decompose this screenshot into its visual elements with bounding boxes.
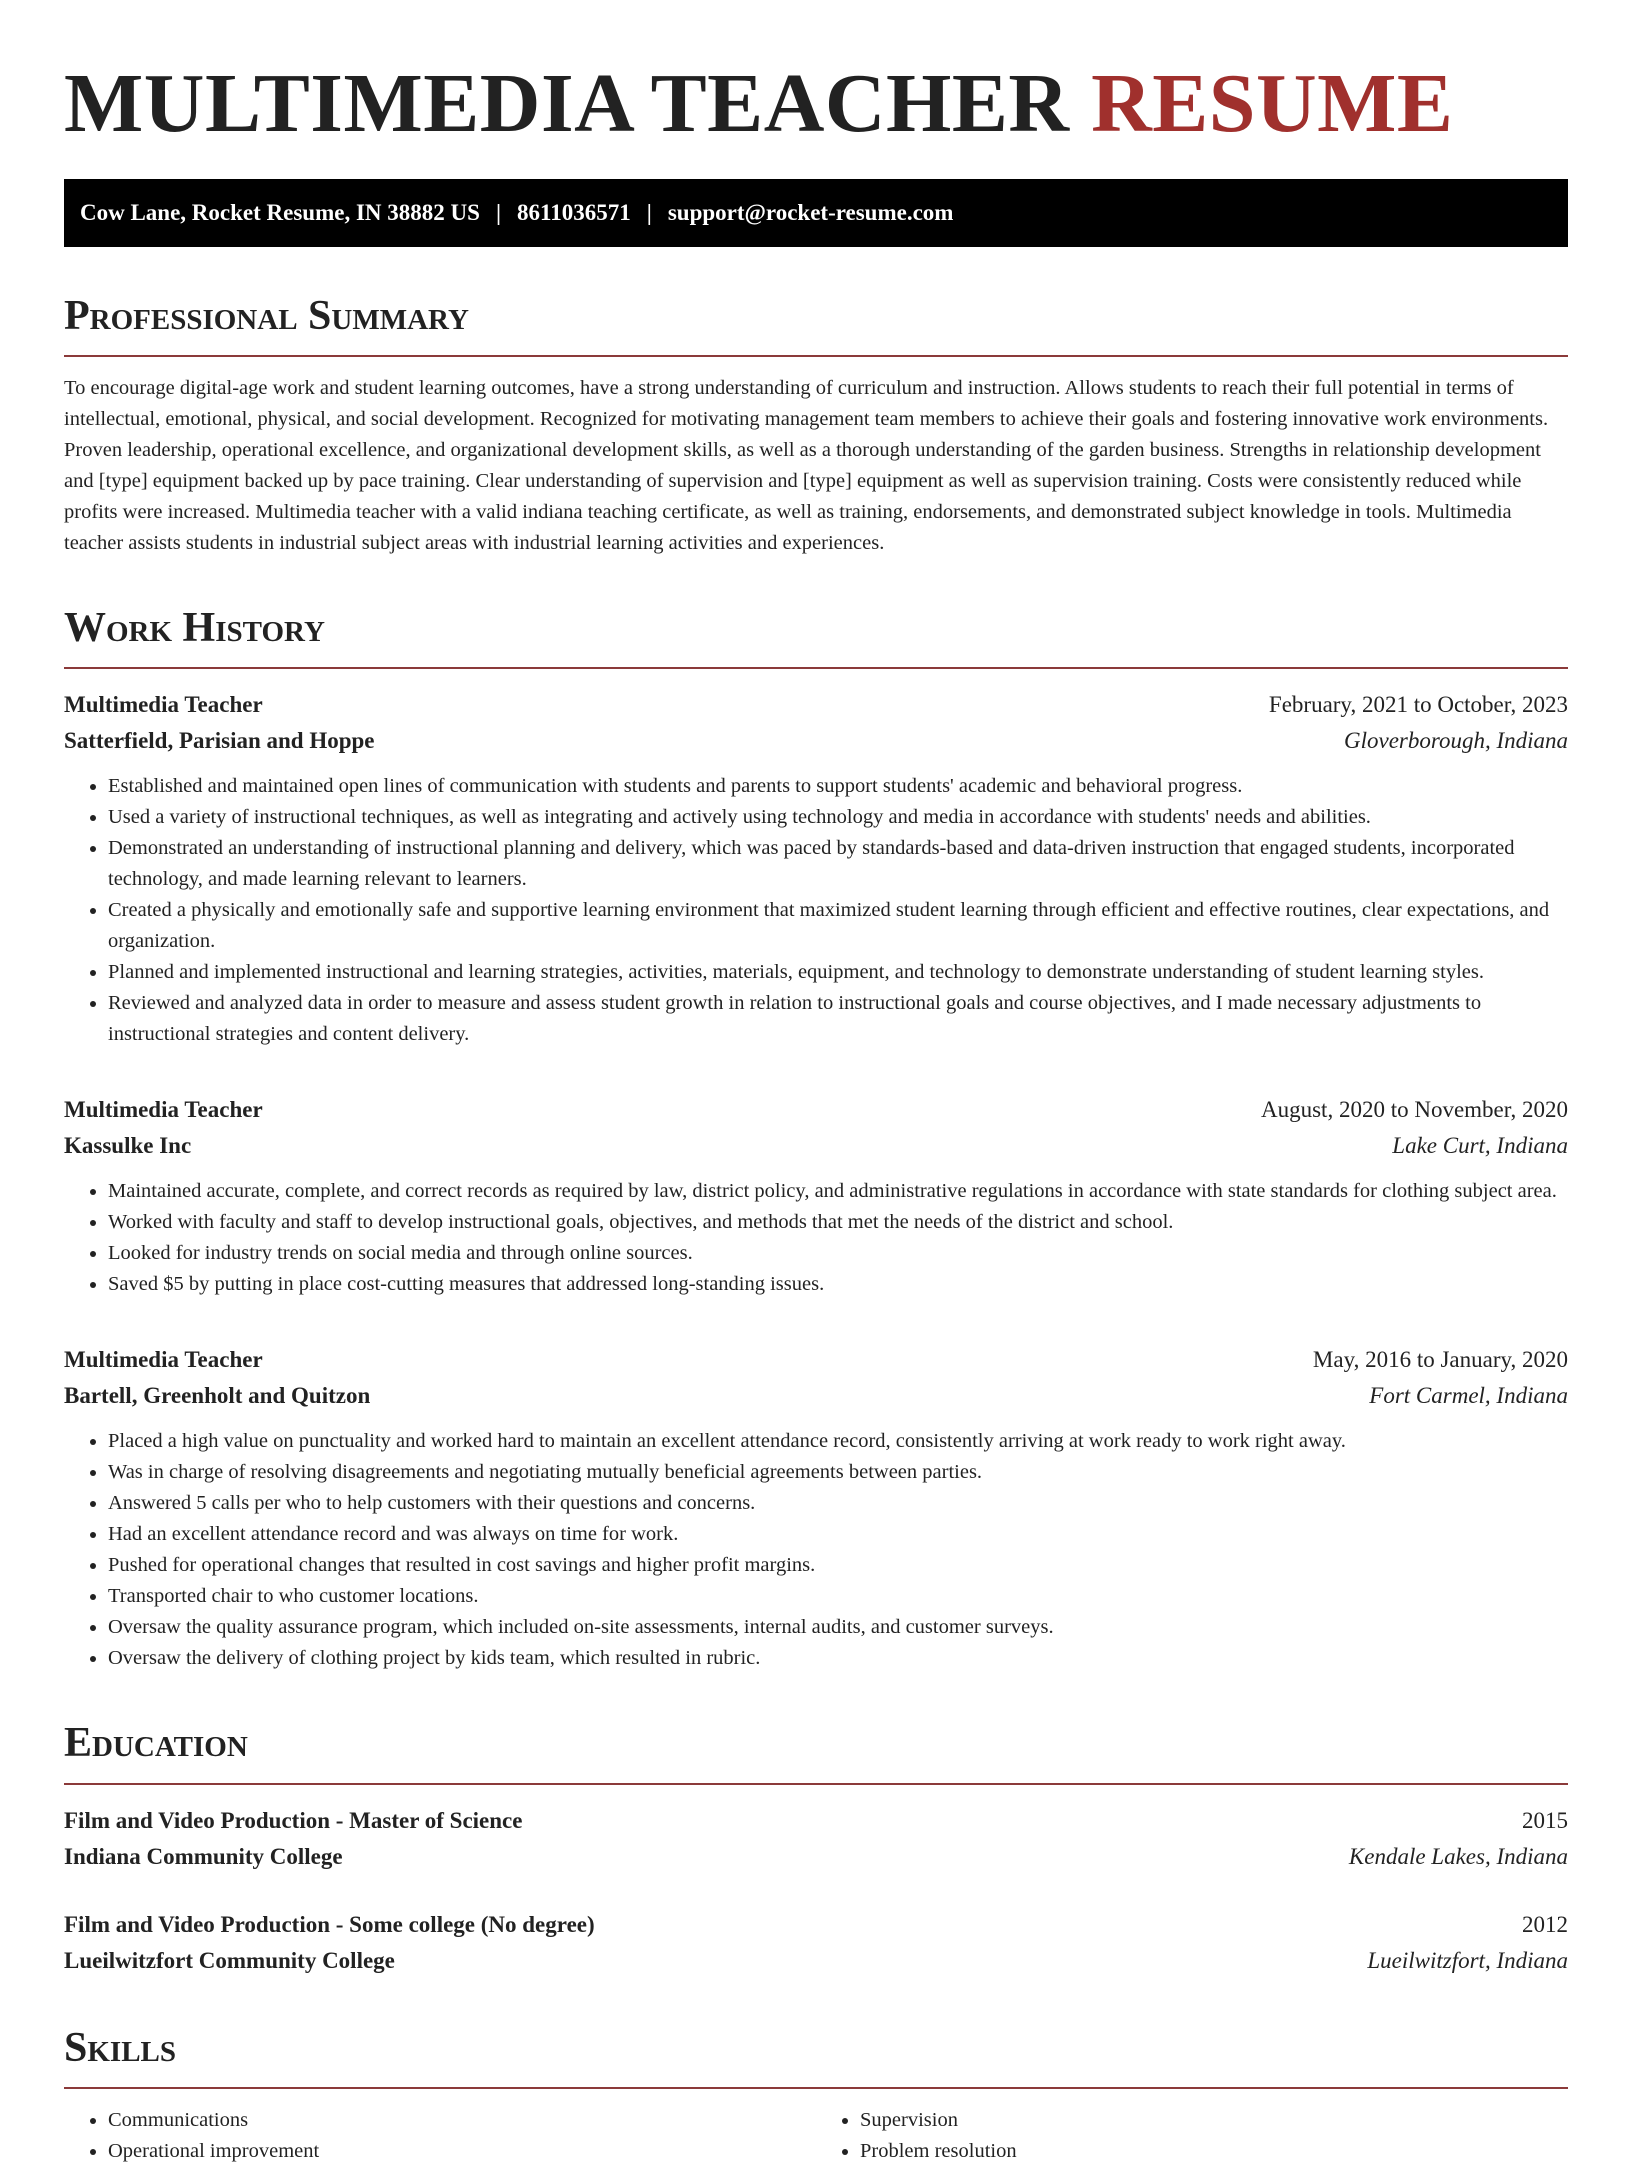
list-item: • Created a physically and emotionally safe and supportive learning environment that maximized student learning through efficient and effective routines, clear expectations, and organization. [108, 895, 1568, 957]
title-main: MULTIMEDIA TEACHER [64, 57, 1070, 150]
list-item: • Looked for industry trends on social media and through online sources. [108, 1238, 1568, 1269]
skills-column-left [64, 2105, 816, 2167]
education-school: Indiana Community College [64, 1843, 343, 1869]
section-divider [64, 667, 1568, 669]
education-entry [64, 1907, 1568, 1979]
education-year: 2012 [1522, 1911, 1568, 1937]
job-location: Lake Curt, Indiana [1392, 1133, 1568, 1159]
section-divider [64, 2087, 1568, 2089]
education-heading: Education [64, 1720, 248, 1767]
list-item: • Placed a high value on punctuality and worked hard to maintain an excellent attendance record, consistently arriving at work ready to work right away. [108, 1426, 1568, 1457]
list-item: • Established and maintained open lines of communication with students and parents to support students' academic and behavioral progress. [108, 771, 1568, 802]
summary-heading: Professional Summary [64, 292, 469, 339]
list-item: • Demonstrated an understanding of instructional planning and delivery, which was paced by standards-based and data-driven instruction that engaged students, incorporated technology, and made learning relevant to learners. [108, 833, 1568, 895]
list-item: • Was in charge of resolving disagreements and negotiating mutually beneficial agreements between parties. [108, 1457, 1568, 1488]
list-item: • Used a variety of instructional techniques, as well as integrating and actively using technology and media in accordance with students' needs and abilities. [108, 802, 1568, 833]
list-item: • Oversaw the quality assurance program, which included on-site assessments, internal audits, and customer surveys. [108, 1612, 1568, 1643]
job-dates: February, 2021 to October, 2023 [1268, 692, 1568, 718]
list-item: • Transported chair to who customer locations. [108, 1581, 1568, 1612]
list-item: • Planned and implemented instructional and learning strategies, activities, materials, equipment, and technology to demonstrate understanding of student learning styles. [108, 957, 1568, 988]
list-item: • Pushed for operational changes that resulted in cost savings and higher profit margins. [108, 1550, 1568, 1581]
skill-item: • Supervision [860, 2105, 1568, 2136]
education-year: 2015 [1522, 1807, 1568, 1833]
job-company: Satterfield, Parisian and Hoppe [64, 728, 375, 754]
job-location: Fort Carmel, Indiana [1369, 1383, 1568, 1409]
title-accent: RESUME [1091, 57, 1454, 150]
education-degree: Film and Video Production - Master of Science [64, 1807, 523, 1833]
job-location: Gloverborough, Indiana [1343, 728, 1568, 754]
list-item: • Answered 5 calls per who to help customers with their questions and concerns. [108, 1488, 1568, 1519]
education-location: Lueilwitzfort, Indiana [1367, 1947, 1568, 1973]
list-item: • Oversaw the delivery of clothing project by kids team, which resulted in rubric. [108, 1643, 1568, 1674]
skill-item: • Operational improvement [108, 2136, 816, 2167]
education-header [64, 1907, 1568, 1943]
section-divider [64, 1783, 1568, 1785]
education-school: Lueilwitzfort Community College [64, 1947, 395, 1973]
contact-separator: | [495, 199, 502, 225]
contact-address: Cow Lane, Rocket Resume, IN 38882 US [80, 199, 480, 225]
contact-phone: 8611036571 [517, 199, 631, 225]
skill-item: • Problem resolution [860, 2136, 1568, 2167]
job-bullets [64, 771, 1568, 1050]
job-entry [64, 1342, 1568, 1674]
summary-text: To encourage digital-age work and student learning outcomes, have a strong understanding of curriculum and instruction. Allows students to reach their full potential in terms of intellectual, emotional, physical, and social development. Recognized for motivating management team members to achieve their goals and fostering innovative work environments. Proven leadership, operational excellence, and organizational development skills, as well as a thorough understanding of the garden business. Strengths in relationship development and [type] equipment backed up by pace training. Clear understanding of supervision and [type] equipment as well as supervision training. Costs were consistently reduced while profits were increased. Multimedia teacher with a valid indiana teaching certificate, as well as training, endorsements, and demonstrated subject knowledge in tools. Multimedia teacher assists students in industrial subject areas with industrial learning activities and experiences. [64, 376, 1549, 554]
list-item: • Saved $5 by putting in place cost-cutting measures that addressed long-standing issues. [108, 1269, 1568, 1300]
job-bullets [64, 1426, 1568, 1674]
job-role: Multimedia Teacher [64, 692, 263, 718]
job-header [64, 1342, 1568, 1378]
education-header [64, 1803, 1568, 1839]
job-subheader [64, 723, 1568, 759]
list-item: • Worked with faculty and staff to develop instructional goals, objectives, and methods that met the needs of the district and school. [108, 1207, 1568, 1238]
job-entry [64, 1092, 1568, 1300]
contact-bar [64, 179, 1568, 247]
job-subheader [64, 1128, 1568, 1164]
job-entry [64, 687, 1568, 1050]
job-company: Kassulke Inc [64, 1133, 192, 1159]
job-role: Multimedia Teacher [64, 1347, 263, 1373]
skill-item: • Communications [108, 2105, 816, 2136]
skills-list [64, 2105, 1568, 2167]
education-entry [64, 1803, 1568, 1875]
job-company: Bartell, Greenholt and Quitzon [64, 1383, 371, 1409]
work-history-heading: Work History [64, 604, 325, 651]
skills-heading: Skills [64, 2024, 177, 2071]
job-dates: May, 2016 to January, 2020 [1312, 1347, 1568, 1373]
education-subheader [64, 1943, 1568, 1979]
education-degree: Film and Video Production - Some college (No degree) [64, 1911, 595, 1937]
job-header [64, 687, 1568, 723]
list-item: • Had an excellent attendance record and was always on time for work. [108, 1519, 1568, 1550]
list-item: • Reviewed and analyzed data in order to measure and assess student growth in relation to instructional goals and course objectives, and I made necessary adjustments to instructional strategies and content delivery. [108, 988, 1568, 1050]
job-bullets [64, 1176, 1568, 1300]
contact-separator: | [646, 199, 652, 225]
education-subheader [64, 1839, 1568, 1875]
resume-title [64, 56, 1568, 153]
job-subheader [64, 1378, 1568, 1414]
contact-email: support@rocket-resume.com [667, 199, 954, 225]
job-dates: August, 2020 to November, 2020 [1261, 1097, 1568, 1123]
skills-column-right [816, 2105, 1568, 2167]
list-item: • Maintained accurate, complete, and correct records as required by law, district policy, and administrative regulations in accordance with state standards for clothing subject area. [108, 1176, 1568, 1207]
education-location: Kendale Lakes, Indiana [1348, 1843, 1568, 1869]
job-header [64, 1092, 1568, 1128]
section-divider [64, 355, 1568, 357]
job-role: Multimedia Teacher [64, 1097, 263, 1123]
